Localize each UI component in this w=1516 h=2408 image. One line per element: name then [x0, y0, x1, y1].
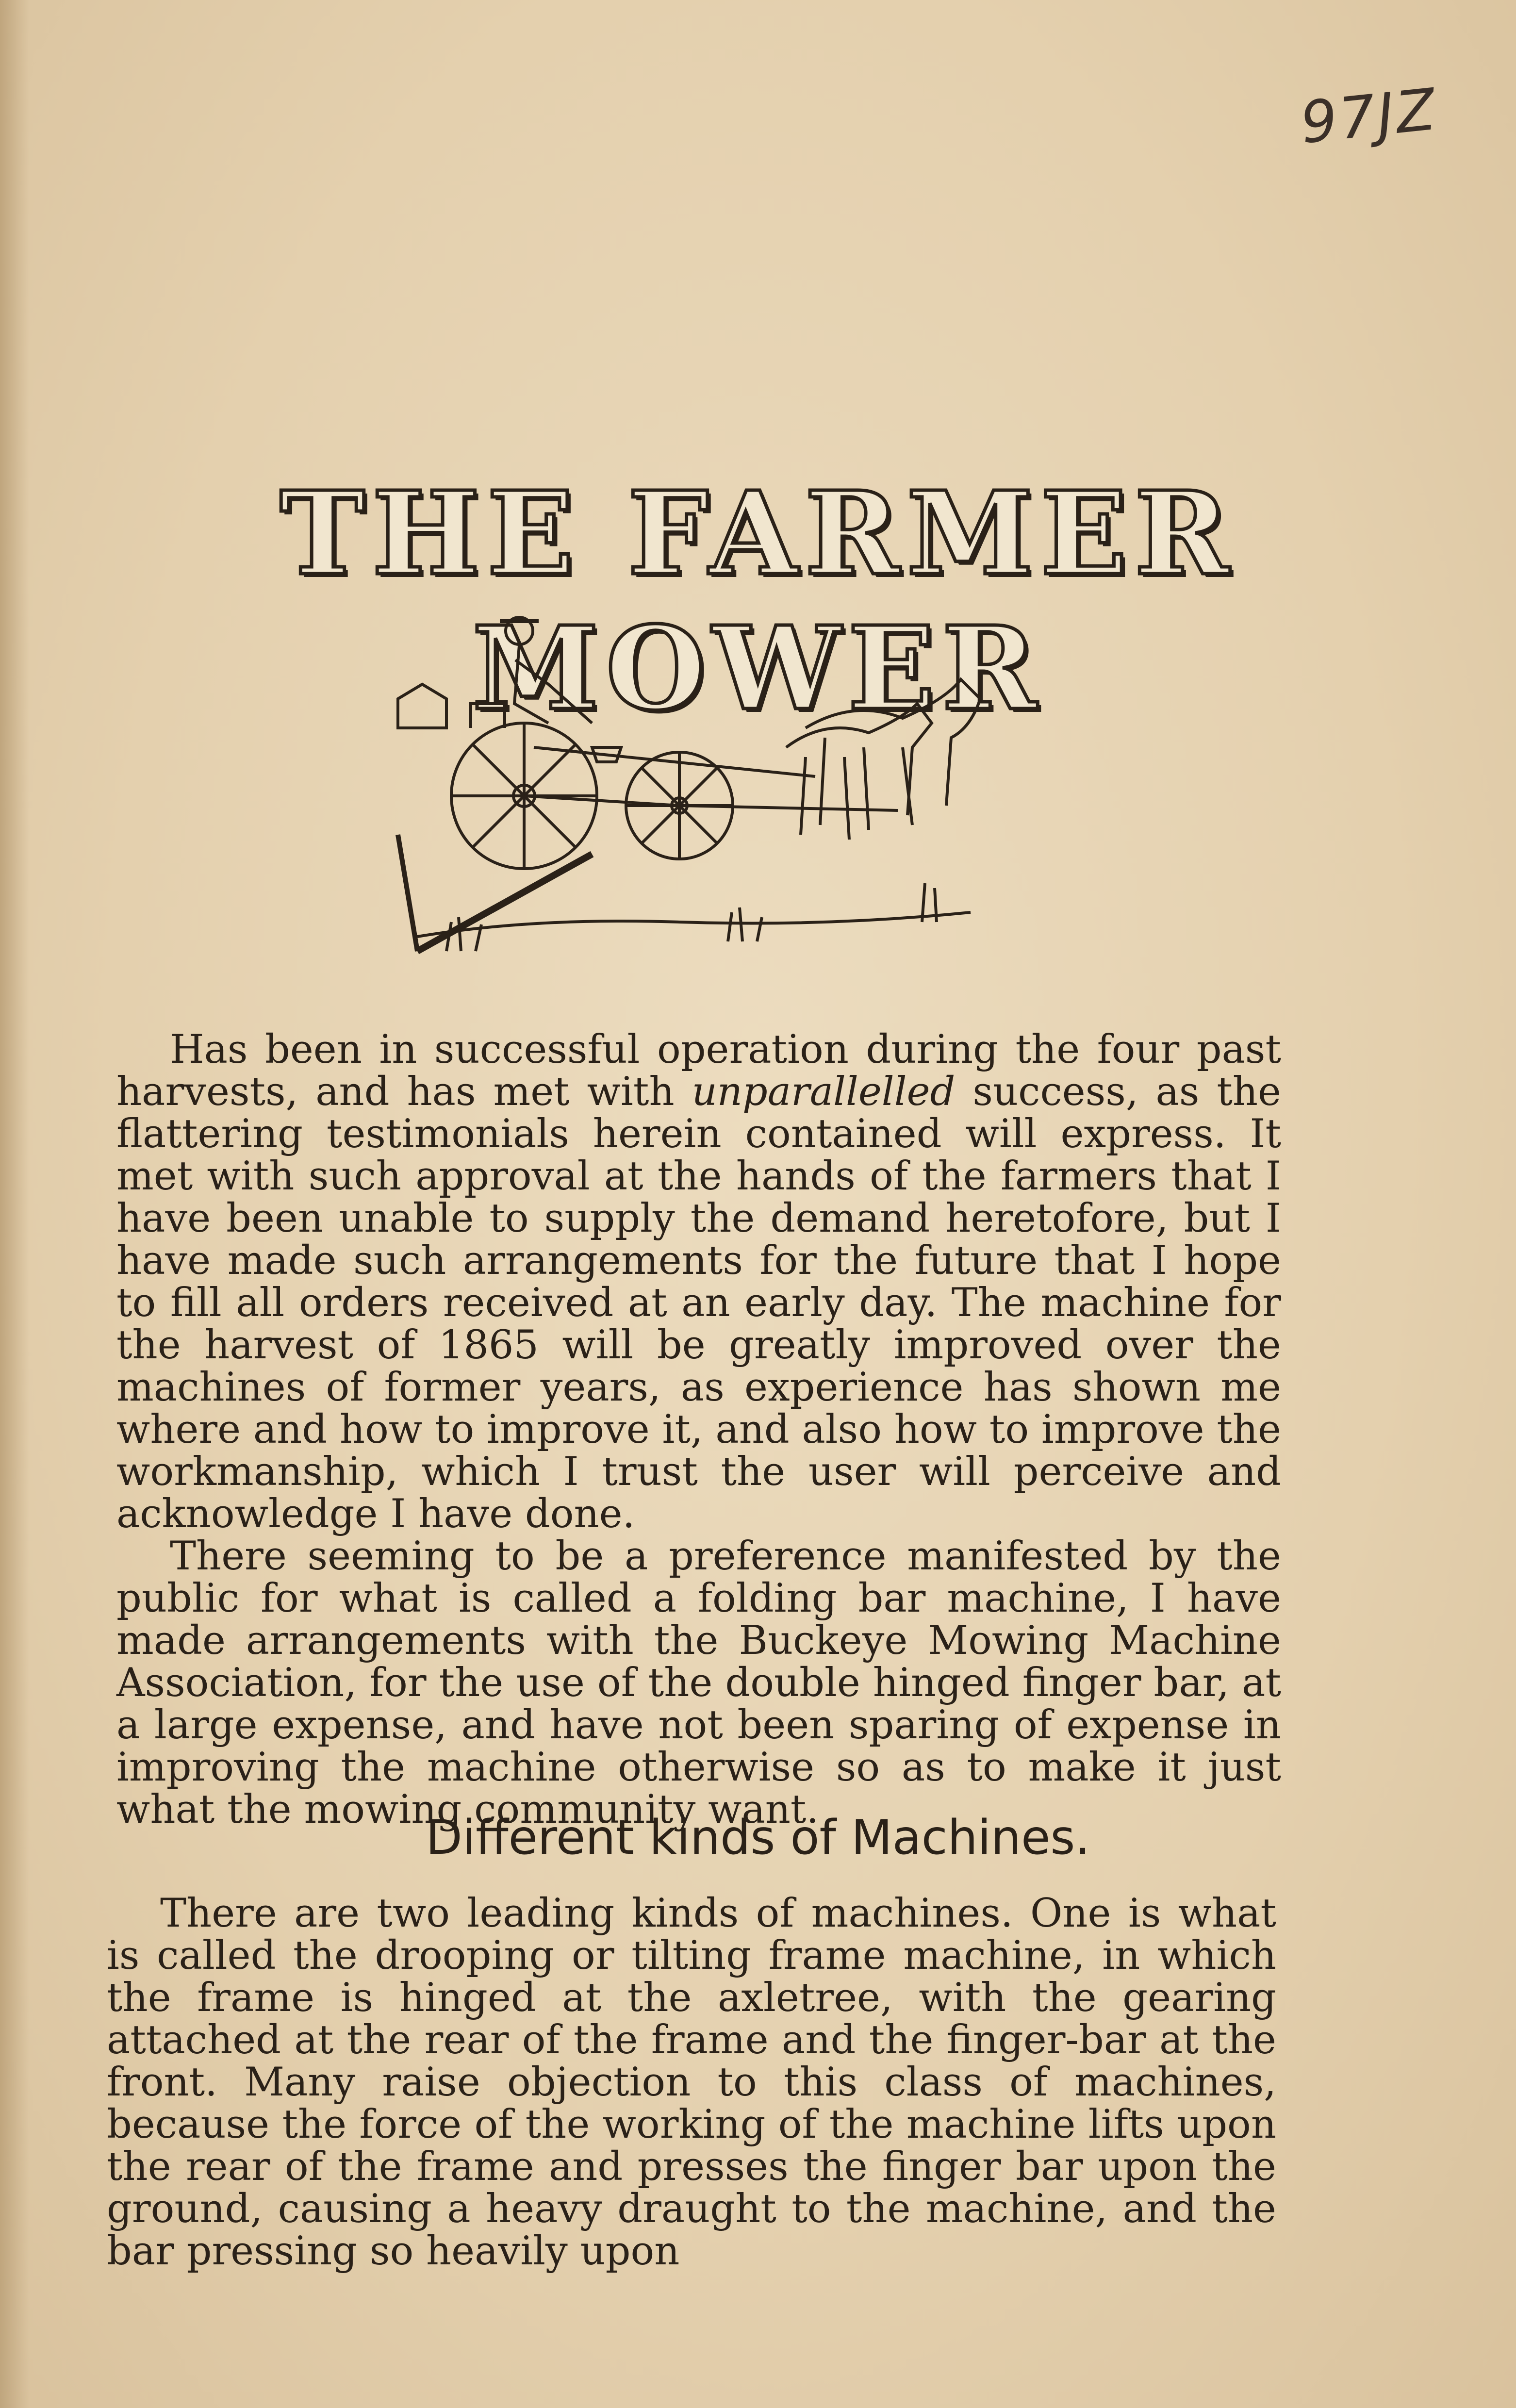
handwritten-annotation: 97JZ — [1297, 75, 1441, 157]
mower-illustration — [388, 602, 1019, 980]
page-edge-shadow — [0, 0, 29, 2408]
page-title: THE FARMER MOWER — [280, 466, 1236, 736]
emphasized-word: unparallelled — [692, 1069, 956, 1115]
machines-paragraph: There are two leading kinds of machines. One is what is called the drooping or tilting frame machine, in which the frame is hinged at the axletree, with the gearing attached at the rear of the frame and the finger-bar at the front. Many raise objection to this class of machines, because the force of the working of the machine lifts upon the rear of the frame and presses the finger bar upon the ground, causing a heavy draught to the machine, and the bar pressing so heavily upon — [107, 1891, 1276, 2274]
section-text — [107, 1893, 1276, 2273]
section-heading: Different kinds of Machines. — [426, 1810, 1090, 1865]
intro-text — [116, 1029, 1281, 1831]
folding-bar-paragraph: There seeming to be a preference manifested by the public for what is called a folding bar machine, I have made arrangements with the Buckeye Mowing Machine Association, for the use of the double hinged finger bar, at a large expense, and have not been sparing of expense in improving the machine otherwise so as to make it just what the mowing community want. — [116, 1534, 1281, 1832]
intro-paragraph: Has been in successful operation during the four past harvests, and has met with unparallelled success, as the flattering testimonials herein contained will express. It met with such approval at the hands of the farmers that I have been unable to supply the demand heretofore, but I have made such arrangements for the future that I hope to fill all orders received at an early day. The machine for the harvest of 1865 will be greatly improved over the machines of former years, as experience has shown me where and how to improve it, and also how to improve the workmanship, which I trust the user will perceive and acknowledge I have done. — [116, 1027, 1281, 1537]
